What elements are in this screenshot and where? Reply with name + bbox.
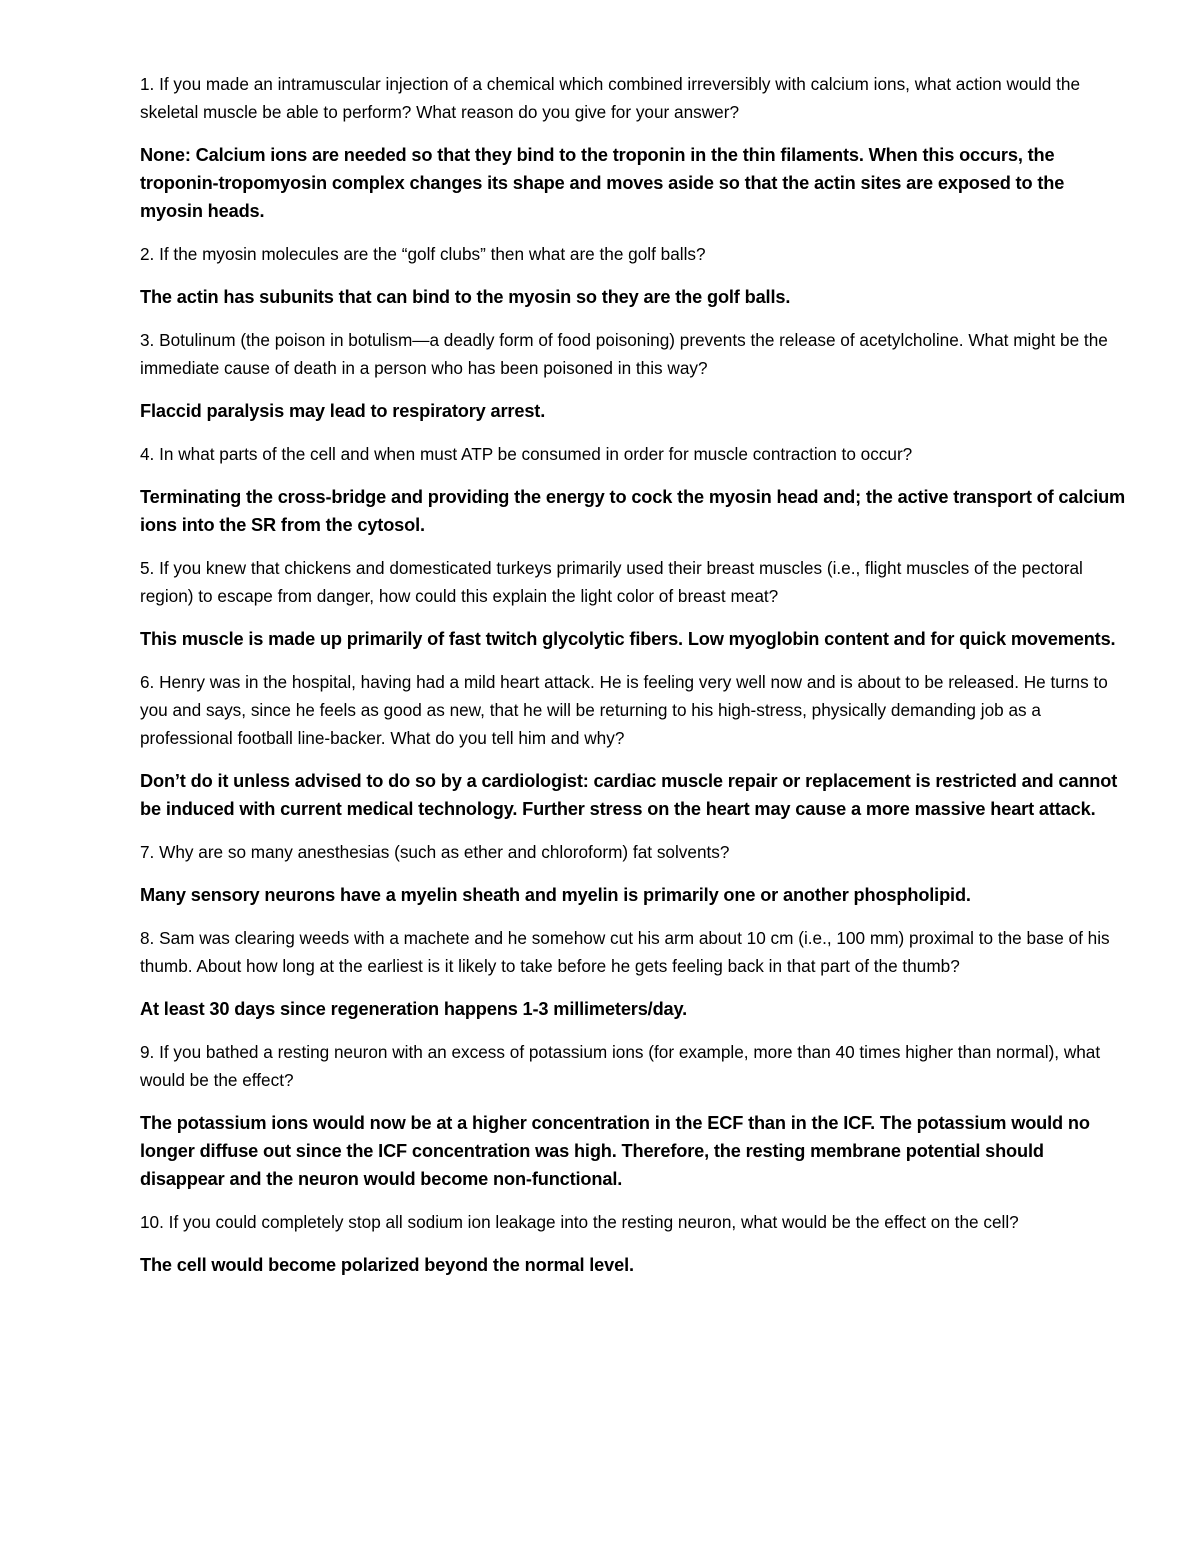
question-10: 10. If you could completely stop all sodium ion leakage into the resting neuron, what would be the effect on the cell?: [140, 1212, 1019, 1232]
answer-8: At least 30 days since regeneration happens 1-3 millimeters/day.: [140, 999, 688, 1019]
question-5: 5. If you knew that chickens and domesticated turkeys primarily used their breast muscles (i.e., flight muscles of the pectoral region) to escape from danger, how could this explain the light color of breast meat?: [140, 558, 1083, 606]
question-6: 6. Henry was in the hospital, having had a mild heart attack. He is feeling very well now and is about to be released. He turns to you and says, since he feels as good as new, that he will be returning to his high-stress, physically demanding job as a professional football line-backer. What do you tell him and why?: [140, 672, 1108, 748]
answer-4: Terminating the cross-bridge and providing the energy to cock the myosin head and; the active transport of calcium ions into the SR from the cytosol.: [140, 487, 1126, 535]
qa-item-6: [140, 668, 1130, 823]
question-2: 2. If the myosin molecules are the “golf clubs” then what are the golf balls?: [140, 244, 706, 264]
qa-item-4: [140, 440, 1130, 539]
answer-3: Flaccid paralysis may lead to respiratory arrest.: [140, 401, 546, 421]
question-1: 1. If you made an intramuscular injection of a chemical which combined irreversibly with calcium ions, what action would the skeletal muscle be able to perform? What reason do you give for your answer?: [140, 74, 1081, 122]
answer-7: Many sensory neurons have a myelin sheath and myelin is primarily one or another phospholipid.: [140, 885, 971, 905]
qa-item-10: [140, 1208, 1130, 1279]
answer-9: The potassium ions would now be at a higher concentration in the ECF than in the ICF. The potassium would no longer diffuse out since the ICF concentration was high. Therefore, the resting membrane potential should disappear and the neuron would become non-functional.: [140, 1113, 1090, 1189]
qa-item-1: [140, 70, 1130, 225]
question-7: 7. Why are so many anesthesias (such as ether and chloroform) fat solvents?: [140, 842, 730, 862]
qa-item-9: [140, 1038, 1130, 1193]
answer-2: The actin has subunits that can bind to the myosin so they are the golf balls.: [140, 287, 791, 307]
qa-item-7: [140, 838, 1130, 909]
qa-item-8: [140, 924, 1130, 1023]
question-3: 3. Botulinum (the poison in botulism—a deadly form of food poisoning) prevents the release of acetylcholine. What might be the immediate cause of death in a person who has been poisoned in this way?: [140, 330, 1108, 378]
answer-1: None: Calcium ions are needed so that they bind to the troponin in the thin filaments. When this occurs, the troponin-tropomyosin complex changes its shape and moves aside so that the actin sites are exposed to the myosin heads.: [140, 145, 1065, 221]
question-9: 9. If you bathed a resting neuron with an excess of potassium ions (for example, more than 40 times higher than normal), what would be the effect?: [140, 1042, 1101, 1090]
answer-10: The cell would become polarized beyond the normal level.: [140, 1255, 634, 1275]
question-4: 4. In what parts of the cell and when must ATP be consumed in order for muscle contraction to occur?: [140, 444, 913, 464]
qa-item-2: [140, 240, 1130, 311]
answer-6: Don’t do it unless advised to do so by a cardiologist: cardiac muscle repair or replacement is restricted and cannot be induced with current medical technology. Further stress on the heart may cause a more massive heart attack.: [140, 771, 1118, 819]
answer-5: This muscle is made up primarily of fast twitch glycolytic fibers. Low myoglobin content and for quick movements.: [140, 629, 1116, 649]
qa-item-3: [140, 326, 1130, 425]
question-8: 8. Sam was clearing weeds with a machete and he somehow cut his arm about 10 cm (i.e., 100 mm) proximal to the base of his thumb. About how long at the earliest is it likely to take before he gets feeling back in that part of the thumb?: [140, 928, 1110, 976]
document-page: [140, 70, 1130, 1294]
qa-item-5: [140, 554, 1130, 653]
